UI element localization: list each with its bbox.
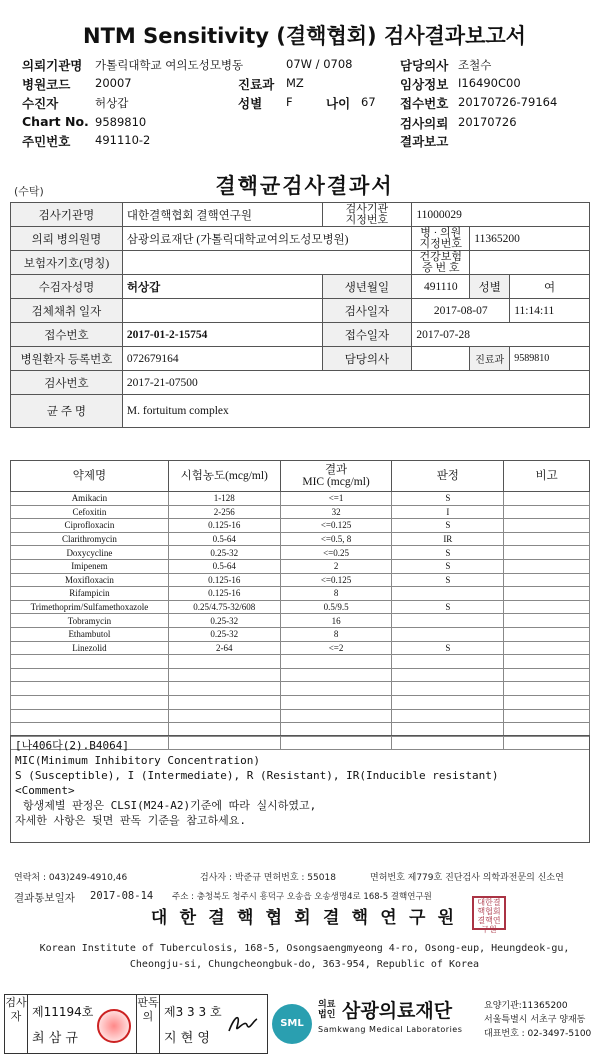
sml-logo-text: SML — [280, 1018, 304, 1029]
form-receipt-label: 접수번호 — [11, 323, 123, 347]
empty-cell — [504, 709, 590, 723]
signature-bar — [0, 992, 609, 1060]
english-address-2: Cheongju-si, Chungcheongbuk-do, 363-954, Republic of Korea — [129, 959, 480, 970]
collect-label: 검체채취 일자 — [11, 299, 123, 323]
drug-cell-judge: S — [392, 641, 504, 655]
report-title: NTM Sensitivity (결핵협회) 검사결과보고서 — [83, 24, 526, 48]
empty-cell — [392, 695, 504, 709]
drug-cell-judge: S — [392, 559, 504, 573]
empty-cell — [11, 682, 169, 696]
english-address-1: Korean Institute of Tuberculosis, 168-5, Osongsaengmyeong 4-ro, Osong-eup, Heungdeok-gu, — [39, 943, 570, 954]
drug-cell-conc: 0.125-16 — [168, 519, 280, 533]
reader-no: 제3 3 3 호 — [164, 1005, 222, 1019]
empty-row — [11, 655, 590, 669]
drug-row — [11, 546, 590, 560]
drug-cell-conc: 0.5-64 — [168, 532, 280, 546]
form-sex-value: 여 — [510, 275, 590, 299]
drug-cell-mic: 16 — [280, 614, 392, 628]
empty-cell — [11, 655, 169, 669]
health-label — [412, 251, 470, 275]
ref-id-label — [412, 227, 470, 251]
susceptibility-table — [10, 460, 590, 750]
drug-cell-drug: Doxycycline — [11, 546, 169, 560]
age-label: 나이 — [326, 96, 351, 111]
ref-hosp-value: 삼광의료재단 (가톨릭대학교여의도성모병원) — [122, 227, 411, 251]
mic-definition: MIC(Minimum Inhibitory Concentration) — [15, 754, 261, 767]
report-date-value: 2017-08-14 — [90, 890, 154, 902]
drug-row — [11, 573, 590, 587]
requester-label: 의뢰기관명 — [22, 58, 83, 73]
receipt-label: 접수번호 — [400, 96, 449, 111]
patient-value: 허상갑 — [95, 96, 129, 110]
comment-code: [나406다(2).B4064] — [15, 739, 129, 752]
insured-label: 보험자기호(명칭) — [11, 251, 123, 275]
empty-cell — [11, 668, 169, 682]
requester-value: 가톨릭대학교 여의도성모병동 — [95, 58, 244, 72]
dept-value: MZ — [286, 76, 304, 90]
corp-small-2: 법인 — [318, 1010, 336, 1020]
drug-cell-note — [504, 546, 590, 560]
drug-cell-note — [504, 641, 590, 655]
drug-table-body — [11, 492, 590, 750]
doctor-label: 담당의사 — [400, 58, 449, 73]
test-date-label: 검사일자 — [322, 299, 412, 323]
corp-address: 서울특별시 서초구 양재동 — [484, 1015, 586, 1025]
form-doctor-label: 담당의사 — [322, 347, 412, 371]
drug-row — [11, 505, 590, 519]
hospital-code-label: 병원코드 — [22, 77, 71, 92]
conc-header: 시험농도(mcg/ml) — [168, 461, 280, 492]
insured-value — [122, 251, 411, 275]
dob-value: 491110 — [412, 275, 470, 299]
empty-row — [11, 709, 590, 723]
corp-small-1: 의료 — [318, 1000, 336, 1010]
empty-cell — [168, 655, 280, 669]
request-label: 검사의뢰 — [400, 116, 449, 131]
empty-cell — [392, 655, 504, 669]
request-value: 20170726 — [458, 115, 517, 129]
empty-cell — [11, 709, 169, 723]
inspector-info: 검사자 : 박준규 면허번호 : 55018 — [200, 873, 336, 883]
result-header — [280, 461, 392, 492]
drug-cell-note — [504, 627, 590, 641]
form-doctor-value — [412, 347, 470, 371]
receipt-date-label: 접수일자 — [322, 323, 412, 347]
organism-label: 균 주 명 — [11, 395, 123, 428]
drug-cell-note — [504, 559, 590, 573]
chart-value: 9589810 — [95, 115, 147, 129]
lab-id-label — [322, 203, 412, 227]
form-dept-label: 진료과 — [470, 347, 510, 371]
ssn-label: 주민번호 — [22, 134, 71, 149]
reader-label: 판독의 — [137, 995, 160, 1054]
drug-cell-judge: S — [392, 573, 504, 587]
drug-cell-note — [504, 492, 590, 506]
drug-cell-mic: <=2 — [280, 641, 392, 655]
empty-cell — [392, 668, 504, 682]
reg-value: 072679164 — [122, 347, 322, 371]
judge-header: 판정 — [392, 461, 504, 492]
lab-label: 검사기관명 — [11, 203, 123, 227]
reg-label: 병원환자 등록번호 — [11, 347, 123, 371]
drug-cell-conc: 0.25-32 — [168, 614, 280, 628]
corp-small-label — [318, 1000, 335, 1020]
report-label: 결과보고 — [400, 134, 449, 149]
tester-name: 최 삼 규 — [32, 1031, 78, 1046]
empty-cell — [168, 668, 280, 682]
drug-cell-conc: 1-128 — [168, 492, 280, 506]
drug-cell-judge — [392, 587, 504, 601]
clinical-label: 임상정보 — [400, 77, 449, 92]
lab-id-value: 11000029 — [412, 203, 590, 227]
drug-cell-mic: <=0.25 — [280, 546, 392, 560]
license-info: 면허번호 제779호 진단검사 의학과전문의 신소연 — [370, 873, 564, 883]
lab-id-label-1: 검사기관 — [345, 202, 389, 215]
report-date-label: 결과통보일자 — [14, 892, 75, 904]
sml-logo-icon — [272, 1004, 312, 1044]
empty-cell — [11, 695, 169, 709]
result-header-1: 결과 — [324, 464, 348, 476]
drug-cell-mic: <=0.125 — [280, 573, 392, 587]
drug-cell-conc: 0.25-32 — [168, 627, 280, 641]
empty-cell — [392, 709, 504, 723]
form-sex-label: 성별 — [470, 275, 510, 299]
drug-cell-note — [504, 519, 590, 533]
patient-info-table — [10, 202, 590, 428]
test-date-value: 2017-08-07 — [412, 299, 510, 323]
patient-label: 수진자 — [22, 96, 59, 111]
drug-cell-mic: 0.5/9.5 — [280, 600, 392, 614]
empty-cell — [280, 682, 392, 696]
drug-row — [11, 519, 590, 533]
contact-info: 연락처 : 043)249-4910,46 — [14, 873, 128, 883]
drug-cell-drug: Cefoxitin — [11, 505, 169, 519]
drug-cell-drug: Ciprofloxacin — [11, 519, 169, 533]
comment-box — [10, 735, 590, 843]
dob-label: 생년월일 — [322, 275, 412, 299]
ref-hosp-label: 의뢰 병의원명 — [11, 227, 123, 251]
form-dept-value: 9589810 — [510, 347, 590, 371]
drug-cell-mic: <=0.5, 8 — [280, 532, 392, 546]
drug-row — [11, 614, 590, 628]
drug-cell-mic: 2 — [280, 559, 392, 573]
drug-cell-conc: 0.5-64 — [168, 559, 280, 573]
drug-cell-drug: Ethambutol — [11, 627, 169, 641]
sex-value: F — [286, 95, 293, 109]
receipt-date-value: 2017-07-28 — [412, 323, 590, 347]
doctor-value: 조철수 — [458, 58, 492, 72]
drug-cell-mic: <=0.125 — [280, 519, 392, 533]
dept-label: 진료과 — [238, 77, 275, 92]
organism-value: M. fortuitum complex — [122, 395, 589, 428]
drug-cell-note — [504, 532, 590, 546]
ssn-value: 491110-2 — [95, 133, 151, 147]
note-header: 비고 — [504, 461, 590, 492]
drug-row — [11, 627, 590, 641]
reader-box — [136, 994, 268, 1054]
name-value: 허상갑 — [122, 275, 322, 299]
drug-cell-judge: S — [392, 492, 504, 506]
drug-cell-conc: 0.125-16 — [168, 587, 280, 601]
drug-cell-conc: 0.25/4.75-32/608 — [168, 600, 280, 614]
collect-value — [122, 299, 322, 323]
corp-eng: Samkwang Medical Laboratories — [318, 1025, 463, 1034]
drug-cell-drug: Amikacin — [11, 492, 169, 506]
drug-cell-note — [504, 614, 590, 628]
empty-cell — [504, 668, 590, 682]
drug-cell-mic: <=1 — [280, 492, 392, 506]
ref-id-label-2: 지정번호 — [419, 237, 463, 250]
tester-no: 제11194호 — [32, 1005, 94, 1019]
empty-cell — [168, 709, 280, 723]
drug-cell-judge — [392, 614, 504, 628]
sex-label: 성별 — [238, 96, 263, 111]
drug-cell-conc: 0.125-16 — [168, 573, 280, 587]
drug-cell-drug: Moxifloxacin — [11, 573, 169, 587]
drug-cell-judge: S — [392, 600, 504, 614]
judgement-legend: S (Susceptible), I (Intermediate), R (Resistant), IR(Inducible resistant) — [15, 769, 499, 782]
drug-row — [11, 587, 590, 601]
corp-code: 요양기관:11365200 — [484, 1001, 568, 1011]
corp-name: 삼광의료재단 — [342, 1000, 453, 1022]
address-info: 주소 : 충청북도 청주시 흥덕구 오송읍 오송생명4로 168-5 결핵연구원 — [172, 892, 432, 902]
reader-signature-icon — [225, 1011, 261, 1037]
test-no-value: 2017-21-07500 — [122, 371, 589, 395]
institute-name: 대 한 결 핵 협 회 결 핵 연 구 원 — [150, 908, 459, 927]
drug-cell-drug: Imipenem — [11, 559, 169, 573]
drug-cell-drug: Rifampicin — [11, 587, 169, 601]
form-title: 결핵균검사결과서 — [215, 174, 394, 198]
drug-cell-note — [504, 587, 590, 601]
drug-row — [11, 600, 590, 614]
drug-cell-judge: S — [392, 519, 504, 533]
drug-row — [11, 641, 590, 655]
empty-cell — [168, 695, 280, 709]
empty-cell — [504, 655, 590, 669]
seal-text: 대한결핵협회결핵연구원 — [477, 898, 501, 934]
lab-id-label-2: 지정번호 — [345, 213, 389, 226]
drug-row — [11, 532, 590, 546]
drug-cell-conc: 2-256 — [168, 505, 280, 519]
age-value: 67 — [361, 95, 376, 109]
drug-cell-conc: 0.25-32 — [168, 546, 280, 560]
ref-id-label-1: 병 · 의원 — [420, 226, 462, 239]
drug-cell-judge: S — [392, 546, 504, 560]
empty-cell — [280, 668, 392, 682]
test-no-label: 검사번호 — [11, 371, 123, 395]
health-label-2: 증 번 호 — [422, 261, 460, 274]
form-receipt-value: 2017-01-2-15754 — [122, 323, 322, 347]
reader-name: 지 현 영 — [164, 1031, 210, 1046]
ref-id-value: 11365200 — [470, 227, 590, 251]
drug-cell-note — [504, 600, 590, 614]
name-label: 수검자성명 — [11, 275, 123, 299]
drug-cell-judge: IR — [392, 532, 504, 546]
chart-label: Chart No. — [22, 114, 89, 129]
comment-line-1: 항생제별 판정은 CLSI(M24-A2)기준에 따라 실시하였고, — [23, 799, 317, 812]
health-value — [470, 251, 590, 275]
drug-cell-judge: I — [392, 505, 504, 519]
corp-phone: 대표번호 : 02-3497-5100 — [484, 1029, 592, 1039]
institute-seal — [472, 896, 506, 934]
drug-cell-conc: 2-64 — [168, 641, 280, 655]
empty-cell — [168, 682, 280, 696]
receipt-value: 20170726-79164 — [458, 95, 558, 109]
lab-value: 대한결핵협회 결핵연구원 — [122, 203, 322, 227]
empty-cell — [280, 695, 392, 709]
tester-stamp-icon — [97, 1009, 131, 1043]
empty-row — [11, 695, 590, 709]
drug-row — [11, 492, 590, 506]
empty-cell — [504, 682, 590, 696]
form-tag: (수탁) — [14, 185, 44, 198]
ward-value: 07W / 0708 — [286, 57, 353, 71]
drug-cell-note — [504, 505, 590, 519]
drug-row — [11, 559, 590, 573]
drug-cell-judge — [392, 627, 504, 641]
test-time-value: 11:14:11 — [510, 299, 590, 323]
empty-cell — [504, 695, 590, 709]
empty-cell — [280, 655, 392, 669]
drug-cell-drug: Tobramycin — [11, 614, 169, 628]
drug-header: 약제명 — [11, 461, 169, 492]
clinical-value: I16490C00 — [458, 76, 521, 90]
tester-box — [4, 994, 137, 1054]
health-label-1: 건강보험 — [419, 250, 463, 263]
drug-cell-mic: 32 — [280, 505, 392, 519]
empty-cell — [392, 682, 504, 696]
comment-label: <Comment> — [15, 784, 75, 797]
empty-cell — [280, 709, 392, 723]
result-header-2: MIC (mcg/ml) — [302, 476, 370, 488]
empty-row — [11, 668, 590, 682]
drug-cell-mic: 8 — [280, 587, 392, 601]
drug-cell-drug: Clarithromycin — [11, 532, 169, 546]
drug-cell-drug: Trimethoprim/Sulfamethoxazole — [11, 600, 169, 614]
drug-cell-note — [504, 573, 590, 587]
drug-cell-drug: Linezolid — [11, 641, 169, 655]
drug-cell-mic: 8 — [280, 627, 392, 641]
hospital-code-value: 20007 — [95, 76, 132, 90]
tester-label: 검사자 — [5, 995, 28, 1054]
empty-row — [11, 682, 590, 696]
comment-line-2: 자세한 사항은 뒷면 판독 기준을 참고하세요. — [15, 814, 247, 827]
